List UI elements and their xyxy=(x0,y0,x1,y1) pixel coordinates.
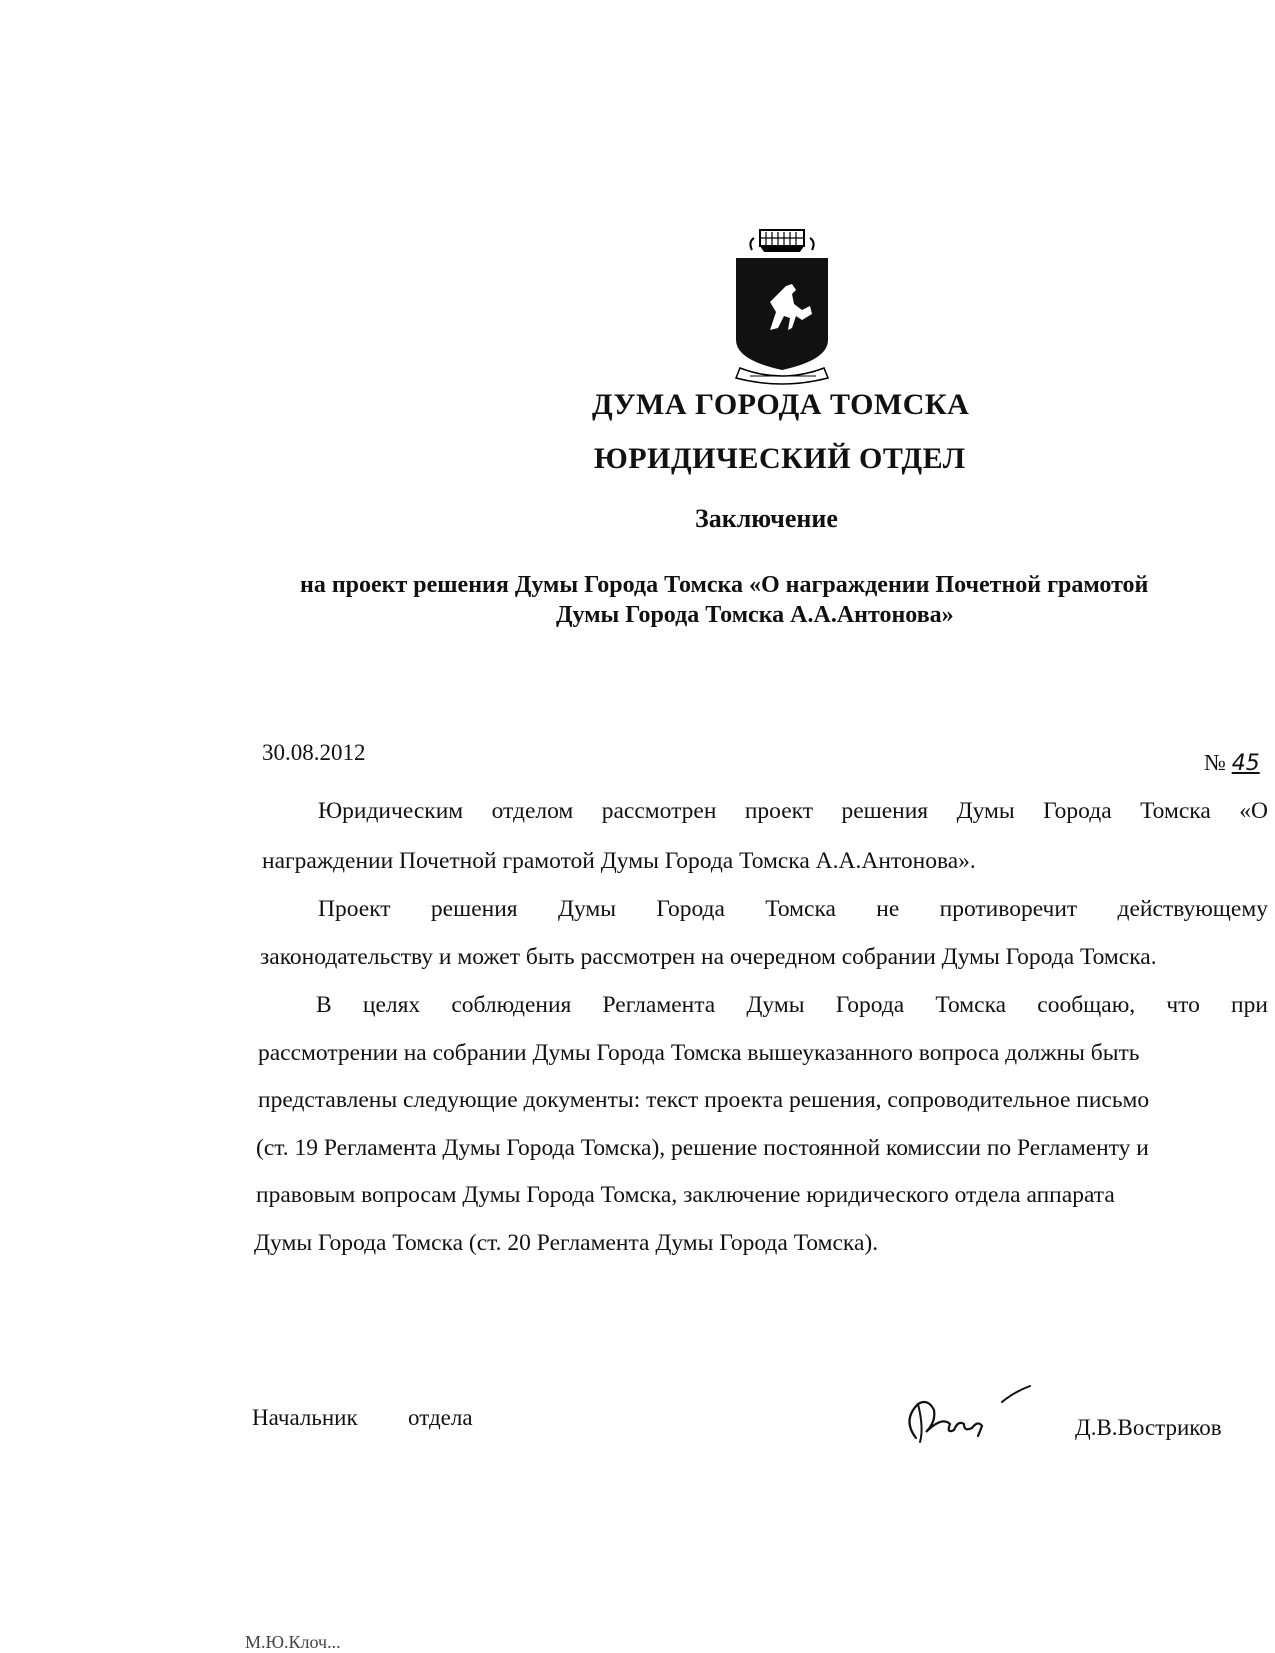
org-name: ДУМА ГОРОДА ТОМСКА xyxy=(592,388,970,421)
paragraph-1-line-2: награждении Почетной грамотой Думы Города Томска А.А.Антонова». xyxy=(262,848,976,874)
word: Думы xyxy=(557,896,617,922)
word: решения xyxy=(841,798,929,824)
number-value: 45 xyxy=(1231,751,1260,776)
word: «О xyxy=(1239,798,1268,824)
word: целях xyxy=(362,992,421,1018)
signer-name: Д.В.Востриков xyxy=(1075,1415,1222,1440)
document-date: 30.08.2012 xyxy=(262,740,366,765)
word: В xyxy=(316,992,332,1018)
word: Города xyxy=(1043,798,1112,824)
number-label: № xyxy=(1204,750,1226,775)
word: Города xyxy=(656,896,725,922)
signer-role-word-2: отдела xyxy=(408,1405,473,1430)
word: действующему xyxy=(1117,896,1268,922)
word: Томска xyxy=(935,992,1007,1018)
subject-line-2: Думы Города Томска А.А.Антонова» xyxy=(556,602,954,628)
tomsk-coat-of-arms-icon xyxy=(730,228,835,388)
word: противоречит xyxy=(939,896,1078,922)
paragraph-3-line-1 xyxy=(316,992,1268,1019)
document-title: Заключение xyxy=(695,504,838,533)
paragraph-3-line-3: представлены следующие документы: текст проекта решения, сопроводительное письмо xyxy=(258,1087,1150,1113)
word: решения xyxy=(430,896,518,922)
word: что xyxy=(1166,992,1200,1018)
subject-line-1: на проект решения Думы Города Томска «О награждении Почетной грамотой xyxy=(300,572,1149,598)
word: проект xyxy=(744,798,814,824)
signer-role-word-1: Начальник xyxy=(252,1405,358,1430)
paragraph-2-line-1 xyxy=(318,896,1268,923)
paragraph-1-line-1 xyxy=(318,798,1268,825)
word: не xyxy=(876,896,900,922)
word: отделом xyxy=(491,798,574,824)
word: соблюдения xyxy=(451,992,572,1018)
word: Думы xyxy=(746,992,805,1018)
word: сообщаю, xyxy=(1037,992,1136,1018)
word: рассмотрен xyxy=(601,798,717,824)
handwritten-signature xyxy=(898,1380,1038,1450)
paragraph-3-line-4: (ст. 19 Регламента Думы Города Томска), решение постоянной комиссии по Регламенту и xyxy=(256,1135,1149,1161)
word: Юридическим xyxy=(318,798,464,824)
paragraph-2-line-2: законодательству и может быть рассмотрен на очередном собрании Думы Города Томска. xyxy=(260,944,1157,970)
paragraph-3-line-6: Думы Города Томска (ст. 20 Регламента Думы Города Томска). xyxy=(254,1230,879,1256)
word: Проект xyxy=(318,896,391,922)
footer-note: М.Ю.Клоч... xyxy=(245,1632,341,1652)
word: Думы xyxy=(956,798,1015,824)
word: Города xyxy=(835,992,905,1018)
document-number xyxy=(1204,750,1260,776)
word: Регламента xyxy=(602,992,716,1018)
paragraph-3-line-5: правовым вопросам Думы Города Томска, заключение юридического отдела аппарата xyxy=(256,1182,1115,1208)
department-name: ЮРИДИЧЕСКИЙ ОТДЕЛ xyxy=(594,442,966,475)
word: Томска xyxy=(1140,798,1211,824)
word: при xyxy=(1231,992,1268,1018)
paragraph-3-line-2: рассмотрении на собрании Думы Города Томска вышеуказанного вопроса должны быть xyxy=(258,1040,1140,1066)
word: Томска xyxy=(765,896,836,922)
